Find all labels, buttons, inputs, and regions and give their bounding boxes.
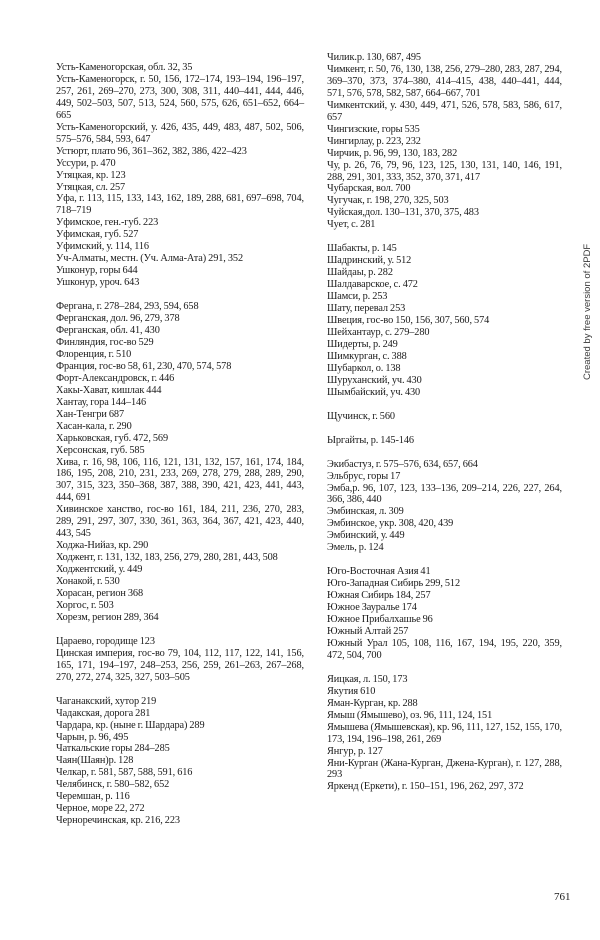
section-gap xyxy=(327,662,562,674)
index-entry: Цинская империя, гос-во 79, 104, 112, 117, 122, 141, 156, 165, 171, 194–197, 248–253, 256, 259, 261–263, 267–268, 270, 272, 274, 325, 327, 503–505 xyxy=(56,647,304,683)
index-entry: Чаганакский, хутор 219 xyxy=(56,695,157,707)
index-entry: Южная Сибирь 184, 257 xyxy=(327,590,431,602)
index-entry: Шуруханский, уч. 430 xyxy=(327,374,422,386)
index-entry: Устюрт, плато 96, 361–362, 382, 386, 422–423 xyxy=(56,145,247,157)
index-entry: Шабакты, р. 145 xyxy=(327,243,397,255)
section-gap xyxy=(327,447,562,459)
index-entry: Чадакская, дорога 281 xyxy=(56,707,151,719)
index-entry: Фергана, г. 278–284, 293, 594, 658 xyxy=(56,301,199,313)
index-entry: Челябинск, г. 580–582, 652 xyxy=(56,779,170,791)
index-entry: Ферганская, обл. 41, 430 xyxy=(56,325,160,337)
index-entry: Уфа, г. 113, 115, 133, 143, 162, 189, 288, 681, 697–698, 704, 718–719 xyxy=(56,193,304,217)
index-entry: Южное Зауралье 174 xyxy=(327,602,417,614)
index-entry: Усть-Каменогорский, у. 426, 435, 449, 483, 487, 502, 506, 575–576, 584, 593, 647 xyxy=(56,121,304,145)
index-entry: Хасан-кала, г. 290 xyxy=(56,420,132,432)
index-entry: Ыргайты, р. 145-146 xyxy=(327,434,414,446)
index-entry: Чугучак, г. 198, 270, 325, 503 xyxy=(327,195,449,207)
index-entry: Яицкая, л. 150, 173 xyxy=(327,673,408,685)
index-entry: Чуйская,дол. 130–131, 370, 375, 483 xyxy=(327,207,479,219)
index-entry: Чимкент, г. 50, 76, 130, 138, 256, 279–280, 283, 287, 294, 369–370, 373, 374–380, 414–415, 438, 440–441, 444, 571, 576, 578, 582, 587, 664–667, 701 xyxy=(327,63,562,99)
index-entry: Хакы-Хават, кишлак 444 xyxy=(56,384,162,396)
index-entry: Шимкурган, с. 388 xyxy=(327,350,407,362)
index-entry: Черемшан, р. 116 xyxy=(56,791,130,803)
index-entry: Уфимский, у. 114, 116 xyxy=(56,241,149,253)
index-entry: Чирчик, р. 96, 99, 130, 183, 282 xyxy=(327,147,458,159)
index-entry: Эльбрус, горы 17 xyxy=(327,470,401,482)
index-entry: Харьковская, губ. 472, 569 xyxy=(56,432,169,444)
index-entry: Чингизские, горы 535 xyxy=(327,123,420,135)
index-entry: Утяцкая, кр. 123 xyxy=(56,169,126,181)
index-entry: Эмель, р. 124 xyxy=(327,542,384,554)
index-entry: Усть-Каменогорская, обл. 32, 35 xyxy=(56,62,193,73)
index-entry: Челкар, г. 581, 587, 588, 591, 616 xyxy=(56,767,193,779)
index-entry: Янгур, р. 127 xyxy=(327,745,383,757)
index-entry: Чимкентский, у. 430, 449, 471, 526, 578, 583, 586, 617, 657 xyxy=(327,99,562,123)
index-entry: Флоренция, г. 510 xyxy=(56,348,132,360)
index-entry: Хорасан, регион 368 xyxy=(56,587,144,599)
index-entry: Уфимская, губ. 527 xyxy=(56,229,139,241)
index-entry: Франция, гос-во 58, 61, 230, 470, 574, 578 xyxy=(56,360,232,372)
section-gap xyxy=(327,399,562,411)
index-entry: Ходжент, г. 131, 132, 183, 256, 279, 280, 281, 443, 508 xyxy=(56,552,278,564)
index-entry: Цараево, городище 123 xyxy=(56,635,155,647)
index-entry: Шайдаы, р. 282 xyxy=(327,267,393,279)
index-entry: Яркенд (Еркети), г. 150–151, 196, 262, 297, 372 xyxy=(327,781,524,793)
section-gap xyxy=(56,684,304,696)
index-column-right xyxy=(327,52,562,793)
index-entry: Чилик.р. 130, 687, 495 xyxy=(327,52,421,63)
index-entry: Ходжентский, у. 449 xyxy=(56,564,143,576)
index-entry: Ямыш (Ямышево), оз. 96, 111, 124, 151 xyxy=(327,709,493,721)
section-gap xyxy=(327,423,562,435)
index-entry: Хоргос, г. 503 xyxy=(56,599,114,611)
index-entry: Якутия 610 xyxy=(327,685,376,697)
index-entry: Шымбайский, уч. 430 xyxy=(327,386,421,398)
index-entry: Хан-Тенгри 687 xyxy=(56,408,125,420)
index-entry: Юго-Восточная Азия 41 xyxy=(327,566,431,578)
index-entry: Хантау, гора 144–146 xyxy=(56,396,147,408)
index-entry: Эмбинский, у. 449 xyxy=(327,530,405,542)
index-entry: Утяцкая, сл. 257 xyxy=(56,181,126,193)
index-entry: Чардара, кр. (ныне г. Шардара) 289 xyxy=(56,719,205,731)
page-number: 761 xyxy=(554,891,571,903)
index-entry: Ушконур, горы 644 xyxy=(56,265,138,277)
index-entry: Чаткальские горы 284–285 xyxy=(56,743,170,755)
index-entry: Яман-Курган, кр. 288 xyxy=(327,697,418,709)
index-entry: Эмбинское, укр. 308, 420, 439 xyxy=(327,518,454,530)
index-entry: Яни-Курган (Жана-Курган, Джена-Курган), г. 127, 288, 293 xyxy=(327,757,562,781)
index-entry: Ушконур, уроч. 643 xyxy=(56,277,140,289)
index-entry: Черное, море 22, 272 xyxy=(56,803,145,815)
index-entry: Форт-Александровск, г. 446 xyxy=(56,372,175,384)
section-gap xyxy=(327,231,562,243)
index-entry: Усть-Каменогорск, г. 50, 156, 172–174, 193–194, 196–197, 257, 261, 269–270, 273, 300, 308, 311, 440–441, 444, 446, 449, 502–503, 507, 513, 524, 560, 575, 626, 651–652, 664–665 xyxy=(56,73,304,121)
index-entry: Шидерты, р. 249 xyxy=(327,338,398,350)
index-entry: Юго-Западная Сибирь 299, 512 xyxy=(327,578,461,590)
index-entry: Швеция, гос-во 150, 156, 307, 560, 574 xyxy=(327,315,490,327)
index-entry: Чует, с. 281 xyxy=(327,219,376,231)
index-entry: Чингирлау, р. 223, 232 xyxy=(327,135,421,147)
section-gap xyxy=(56,289,304,301)
index-entry: Уфимское, ген.-губ. 223 xyxy=(56,217,159,229)
section-gap xyxy=(56,624,304,636)
index-entry: Шамси, р. 253 xyxy=(327,291,388,303)
index-entry: Черноречинская, кр. 216, 223 xyxy=(56,815,180,827)
index-entry: Шату, перевал 253 xyxy=(327,303,406,315)
index-entry: Хорезм, регион 289, 364 xyxy=(56,611,159,623)
index-entry: Хивинское ханство, гос-во 161, 184, 211, 236, 270, 283, 289, 291, 297, 307, 330, 361, 363, 364, 367, 421, 423, 440, 443, 545 xyxy=(56,504,304,540)
index-entry: Уссури, р. 470 xyxy=(56,157,116,169)
index-entry: Шалдаварское, с. 472 xyxy=(327,279,418,291)
index-entry: Шубаркол, о. 138 xyxy=(327,362,401,374)
index-entry: Чарын, р. 96, 495 xyxy=(56,731,129,743)
index-entry: Хива, г. 16, 98, 106, 116, 121, 131, 132, 157, 161, 174, 184, 186, 195, 208, 210, 231, 233, 269, 278, 279, 288, 289, 290, 307, 315, 323, 350–368, 387, 388, 390, 421, 423, 441, 443, 444, 691 xyxy=(56,456,304,504)
index-entry: Ферганская, дол. 96, 279, 378 xyxy=(56,313,180,325)
index-entry: Финляндия, гос-во 529 xyxy=(56,336,154,348)
index-entry: Ямышева (Ямышевская), кр. 96, 111, 127, 152, 155, 170, 173, 194, 196–198, 261, 269 xyxy=(327,721,562,745)
index-entry: Южный Урал 105, 108, 116, 167, 194, 195, 220, 359, 472, 504, 700 xyxy=(327,637,562,661)
section-gap xyxy=(327,554,562,566)
index-entry: Южное Прибалхашье 96 xyxy=(327,614,433,626)
index-entry: Эмбинская, л. 309 xyxy=(327,506,404,518)
index-entry: Шадринский, у. 512 xyxy=(327,255,412,267)
index-entry: Чубарская, вол. 700 xyxy=(327,183,411,195)
index-entry: Чаян(Шаян)р. 128 xyxy=(56,755,134,767)
index-entry: Ходжа-Нийаз, кр. 290 xyxy=(56,540,149,552)
index-entry: Эмба,р. 96, 107, 123, 133–136, 209–214, 226, 227, 264, 366, 386, 440 xyxy=(327,482,562,506)
index-entry: Южный Алтай 257 xyxy=(327,625,409,637)
index-entry: Щучинск, г. 560 xyxy=(327,410,395,422)
index-entry: Экибастуз, г. 575–576, 634, 657, 664 xyxy=(327,458,478,470)
index-entry: Херсонская, губ. 585 xyxy=(56,444,145,456)
watermark-text: Created by free version of 2PDF xyxy=(582,243,593,380)
index-entry: Уч-Алматы, местн. (Уч. Алма-Ата) 291, 352 xyxy=(56,253,243,265)
index-entry: Хонакой, г. 530 xyxy=(56,576,120,588)
index-entry: Шейхантаур, с. 279–280 xyxy=(327,326,430,338)
index-entry: Чу, р. 26, 76, 79, 96, 123, 125, 130, 131, 140, 146, 191, 288, 291, 301, 333, 352, 370, 371, 417 xyxy=(327,159,562,183)
index-column-left xyxy=(56,62,304,827)
